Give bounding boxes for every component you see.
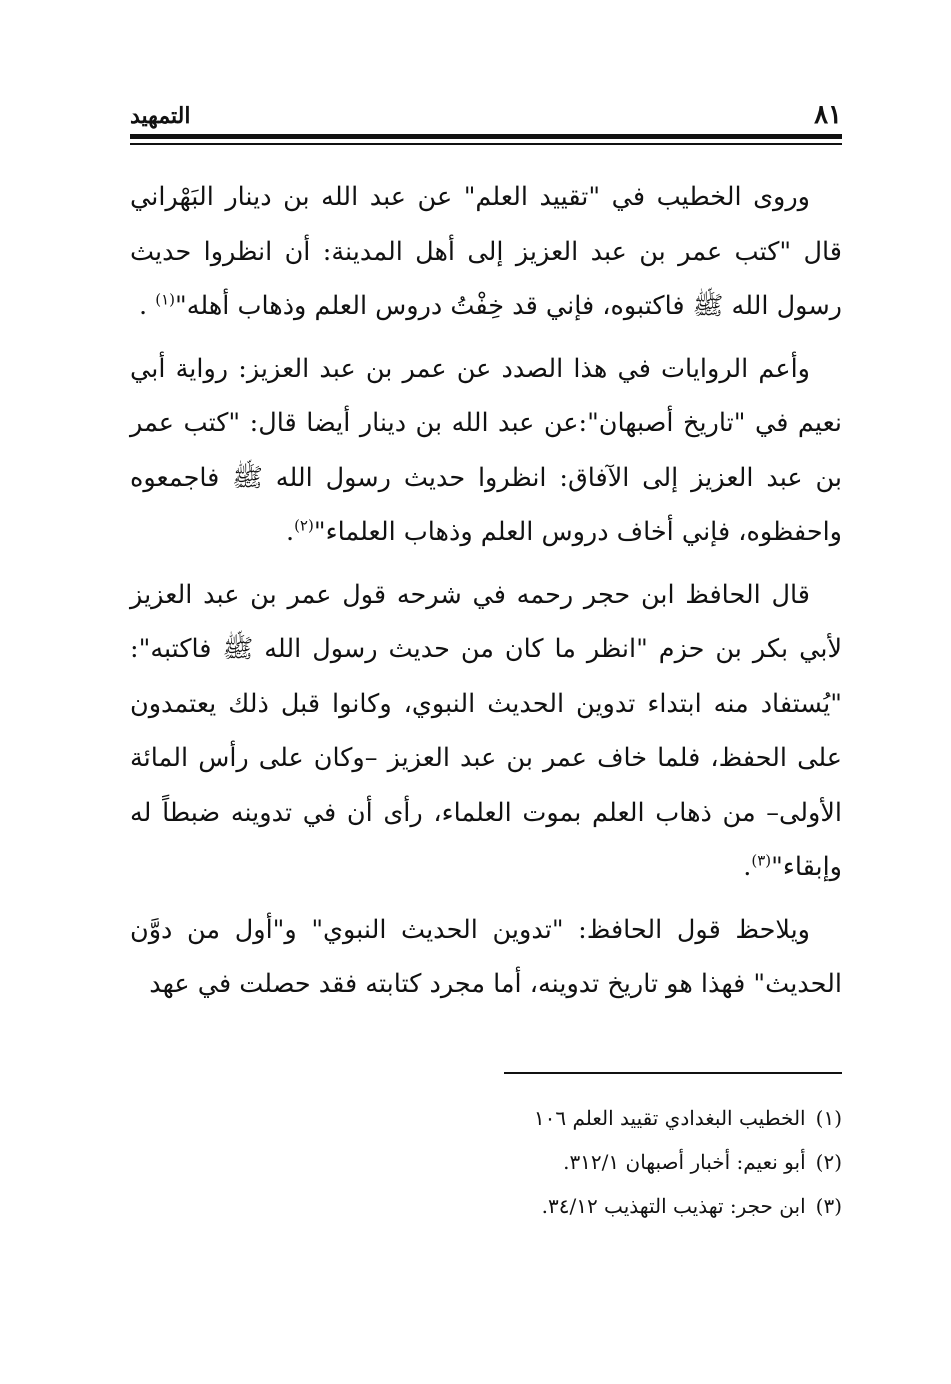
main-text (130, 170, 842, 1020)
page-header (130, 100, 842, 130)
footnote-mark: (٣) (815, 1194, 842, 1218)
header-rule-thin (130, 143, 842, 145)
footnote (400, 1140, 842, 1184)
page-number: ٨١ (814, 100, 842, 130)
paragraph (130, 903, 842, 1012)
header-rule-thick (130, 134, 842, 139)
footnote-reference: (٢) (294, 516, 314, 535)
paragraph (130, 568, 842, 895)
paragraph-text: وروى الخطيب في "تقييد العلم" عن عبد الله بن دينار البَهْراني قال "كتب عمر بن عبد العزيز إلى أهل المدينة: أن انظروا حديث رسول الله ﷺ فاكتبوه، فإني قد خِفْتُ دروس العلم وذهاب أهله" (130, 182, 842, 321)
footnote-text: الخطيب البغدادي تقييد العلم ١٠٦ (533, 1106, 806, 1130)
footnote-text: أبو نعيم: أخبار أصبهان ٣١٢/١. (563, 1150, 806, 1174)
footnote (400, 1184, 842, 1228)
paragraph-text: وأعم الروايات في هذا الصدد عن عمر بن عبد العزيز: رواية أبي نعيم في "تاريخ أصبهان":عن عبد الله بن دينار أيضا قال: "كتب عمر بن عبد العزيز إلى الآفاق: انظروا حديث رسول الله ﷺ فاجمعوه واحفظوه، فإني أخاف دروس العلم وذهاب العلماء" (130, 353, 842, 547)
paragraph-end: . (139, 291, 156, 321)
footnotes (400, 1096, 842, 1228)
paragraph-text: قال الحافظ ابن حجر رحمه في شرحه قول عمر بن عبد العزيز لأبي بكر بن حزم "انظر ما كان من حديث رسول الله ﷺ فاكتبه": "يُستفاد منه ابتداء تدوين الحديث النبوي، وكانوا قبل ذلك يعتمدون على الحفظ، فلما خاف عمر بن عبد العزيز –وكان على رأس المائة الأولى– من ذهاب العلم بموت العلماء، رأى أن في تدوينه ضبطاً له وإبقاء" (130, 579, 842, 882)
footnote-mark: (٢) (815, 1150, 842, 1174)
paragraph (130, 170, 842, 334)
footnote-mark: (١) (815, 1106, 842, 1130)
running-title: التمهيد (130, 103, 191, 129)
paragraph-end: . (743, 852, 752, 882)
footnote-reference: (٣) (751, 851, 772, 870)
footnote (400, 1096, 842, 1140)
paragraph-end: . (285, 517, 295, 547)
footnote-reference: (١) (155, 290, 175, 309)
paragraph (130, 342, 842, 560)
footnote-text: ابن حجر: تهذيب التهذيب ٣٤/١٢. (541, 1194, 806, 1218)
paragraph-text: ويلاحظ قول الحافظ: "تدوين الحديث النبوي" و"أول من دوَّن الحديث" فهذا هو تاريخ تدوينه، أما مجرد كتابته فقد حصلت في عهد (130, 914, 842, 999)
footnote-separator (504, 1072, 842, 1074)
